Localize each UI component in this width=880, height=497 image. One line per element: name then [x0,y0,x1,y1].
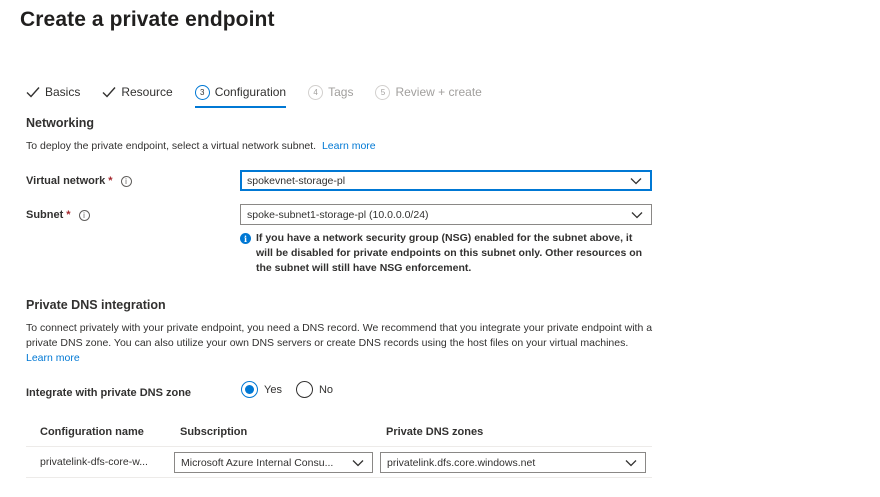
networking-description [26,139,376,154]
subscription-value: Microsoft Azure Internal Consu... [181,456,334,469]
page-title: Create a private endpoint [20,8,275,31]
radio-no-label: No [318,383,334,396]
tab-review-create-label: Review + create [395,85,482,99]
virtual-network-value: spokevnet-storage-pl [247,174,346,187]
wizard-steps [26,80,504,104]
networking-description-text: To deploy the private endpoint, select a virtual network subnet. [26,140,317,152]
tab-resource[interactable] [102,80,172,104]
tab-configuration[interactable] [195,80,286,104]
networking-heading: Networking [26,116,95,130]
subscription-dropdown[interactable] [174,452,373,473]
dns-description-text: To connect privately with your private endpoint, you need a DNS record. We recommend that you integrate your private endpoint with a private DNS zone. You can also utilize your own DNS servers or create DNS records using the host files on your virtual machines. [26,322,653,349]
dns-heading: Private DNS integration [26,298,166,312]
step-number-badge: 5 [375,85,390,100]
step-number-badge: 4 [308,85,323,100]
integrate-dns-label: Integrate with private DNS zone [26,387,192,399]
virtual-network-label [26,175,132,187]
required-asterisk: * [108,175,113,187]
radio-yes-label: Yes [264,383,282,396]
subnet-label [26,209,90,221]
dns-description [26,321,656,366]
radio-yes-circle[interactable] [241,381,258,398]
subnet-dropdown[interactable] [240,204,652,225]
tab-configuration-label: Configuration [214,85,287,99]
checkmark-icon [102,85,116,99]
chevron-down-icon [630,177,642,185]
tab-review-create[interactable] [375,80,481,104]
networking-learn-more-link[interactable]: Learn more [321,140,376,152]
step-number-badge: 3 [195,85,210,100]
radio-no-circle[interactable] [296,381,313,398]
tab-basics[interactable] [26,80,80,104]
column-header-subscription: Subscription [180,426,248,438]
integrate-dns-radio-group [241,381,347,398]
subnet-label-text: Subnet [26,209,64,221]
virtual-network-label-text: Virtual network [26,175,106,187]
chevron-down-icon [352,459,364,467]
radio-no[interactable] [296,381,333,398]
tab-resource-label: Resource [121,85,173,99]
column-header-private-dns-zones: Private DNS zones [386,426,484,438]
table-divider [26,477,652,478]
chevron-down-icon [631,211,643,219]
column-header-configuration-name: Configuration name [40,426,144,438]
config-name-cell: privatelink-dfs-core-w... [40,456,148,468]
nsg-notice-text: If you have a network security group (NSG) enabled for the subnet above, it will be disabled for private endpoints on this subnet only. Other resources on the subnet will still have NSG enforcement. [256,232,643,274]
required-asterisk: * [66,209,71,221]
subnet-value: spoke-subnet1-storage-pl (10.0.0.0/24) [247,208,429,221]
tab-basics-label: Basics [45,85,81,99]
info-icon[interactable]: i [79,210,90,221]
radio-yes[interactable] [241,381,282,398]
info-filled-icon: i [240,233,251,244]
nsg-info-notice [240,231,650,276]
virtual-network-dropdown[interactable] [240,170,652,191]
private-dns-zone-dropdown[interactable] [380,452,646,473]
tab-tags[interactable] [308,80,353,104]
tab-tags-label: Tags [328,85,354,99]
checkmark-icon [26,85,40,99]
table-divider [26,446,652,447]
info-icon[interactable]: i [121,176,132,187]
dns-learn-more-link[interactable]: Learn more [26,352,80,364]
private-dns-zone-value: privatelink.dfs.core.windows.net [387,456,536,469]
chevron-down-icon [625,459,637,467]
